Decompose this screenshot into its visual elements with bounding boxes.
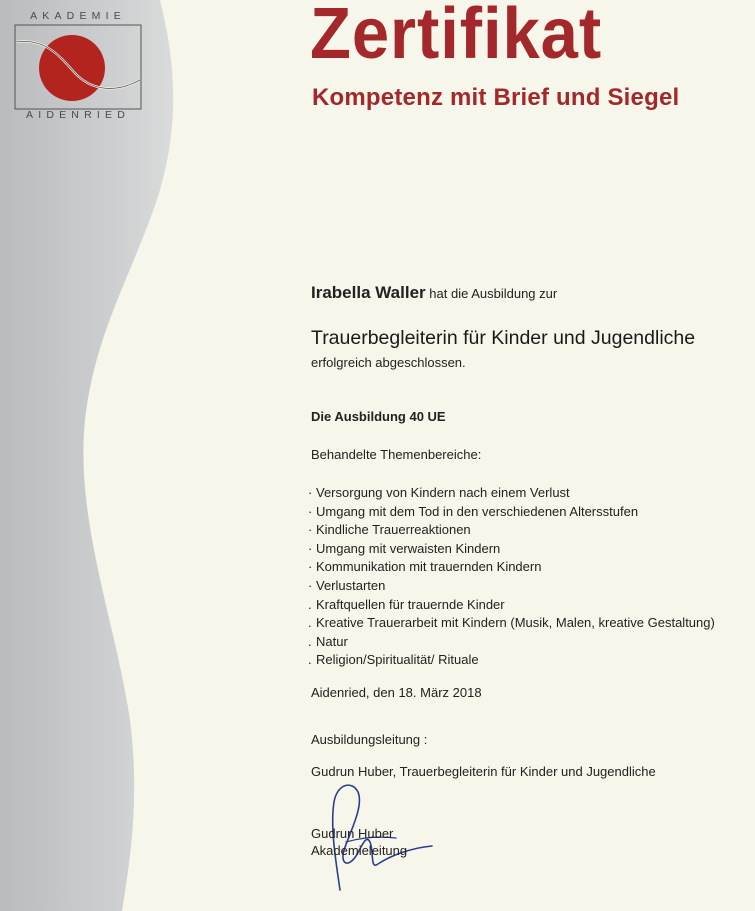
recipient-suffix: hat die Ausbildung zur bbox=[429, 286, 558, 301]
certificate-subtitle: Kompetenz mit Brief und Siegel bbox=[312, 84, 680, 111]
place-date: Aidenried, den 18. März 2018 bbox=[311, 685, 482, 700]
logo-top-text: AKADEMIE bbox=[30, 10, 126, 22]
list-item: · Umgang mit verwaisten Kindern bbox=[308, 540, 501, 556]
certificate-title: Zertifikat bbox=[310, 0, 603, 74]
completion-text: erfolgreich abgeschlossen. bbox=[311, 355, 466, 370]
list-item: · Kindliche Trauerreaktionen bbox=[308, 522, 471, 538]
lead-name: Gudrun Huber, Trauerbegleiterin für Kinder und Jugendliche bbox=[311, 764, 656, 779]
lead-label: Ausbildungsleitung : bbox=[311, 732, 428, 747]
list-item: . Religion/Spiritualität/ Rituale bbox=[308, 652, 479, 668]
recipient-name: Irabella Waller bbox=[311, 283, 426, 302]
list-item: · Versorgung von Kindern nach einem Verlust bbox=[308, 485, 570, 500]
academy-logo bbox=[12, 10, 144, 122]
list-item: . Natur bbox=[308, 633, 348, 649]
list-item: · Umgang mit dem Tod in den verschiedenen Altersstufen bbox=[308, 503, 639, 519]
list-item: . Kraftquellen für trauernde Kinder bbox=[308, 596, 505, 612]
list-item: . Kreative Trauerarbeit mit Kindern (Musik, Malen, kreative Gestaltung) bbox=[308, 615, 715, 631]
logo-bottom-text: AIDENRIED bbox=[26, 109, 130, 121]
list-item: · Verlustarten bbox=[308, 577, 386, 593]
list-item: · Kommunikation mit trauernden Kindern bbox=[308, 559, 542, 575]
topics-list bbox=[308, 484, 715, 670]
recipient-line bbox=[311, 283, 557, 303]
course-title: Trauerbegleiterin für Kinder und Jugendliche bbox=[311, 327, 696, 349]
logo-emblem-icon bbox=[14, 24, 142, 110]
duration-text: Die Ausbildung 40 UE bbox=[311, 409, 446, 424]
signatory-role: Akademieleitung bbox=[311, 843, 408, 858]
topics-heading: Behandelte Themenbereiche: bbox=[311, 447, 482, 462]
signatory-name: Gudrun Huber bbox=[311, 826, 394, 841]
